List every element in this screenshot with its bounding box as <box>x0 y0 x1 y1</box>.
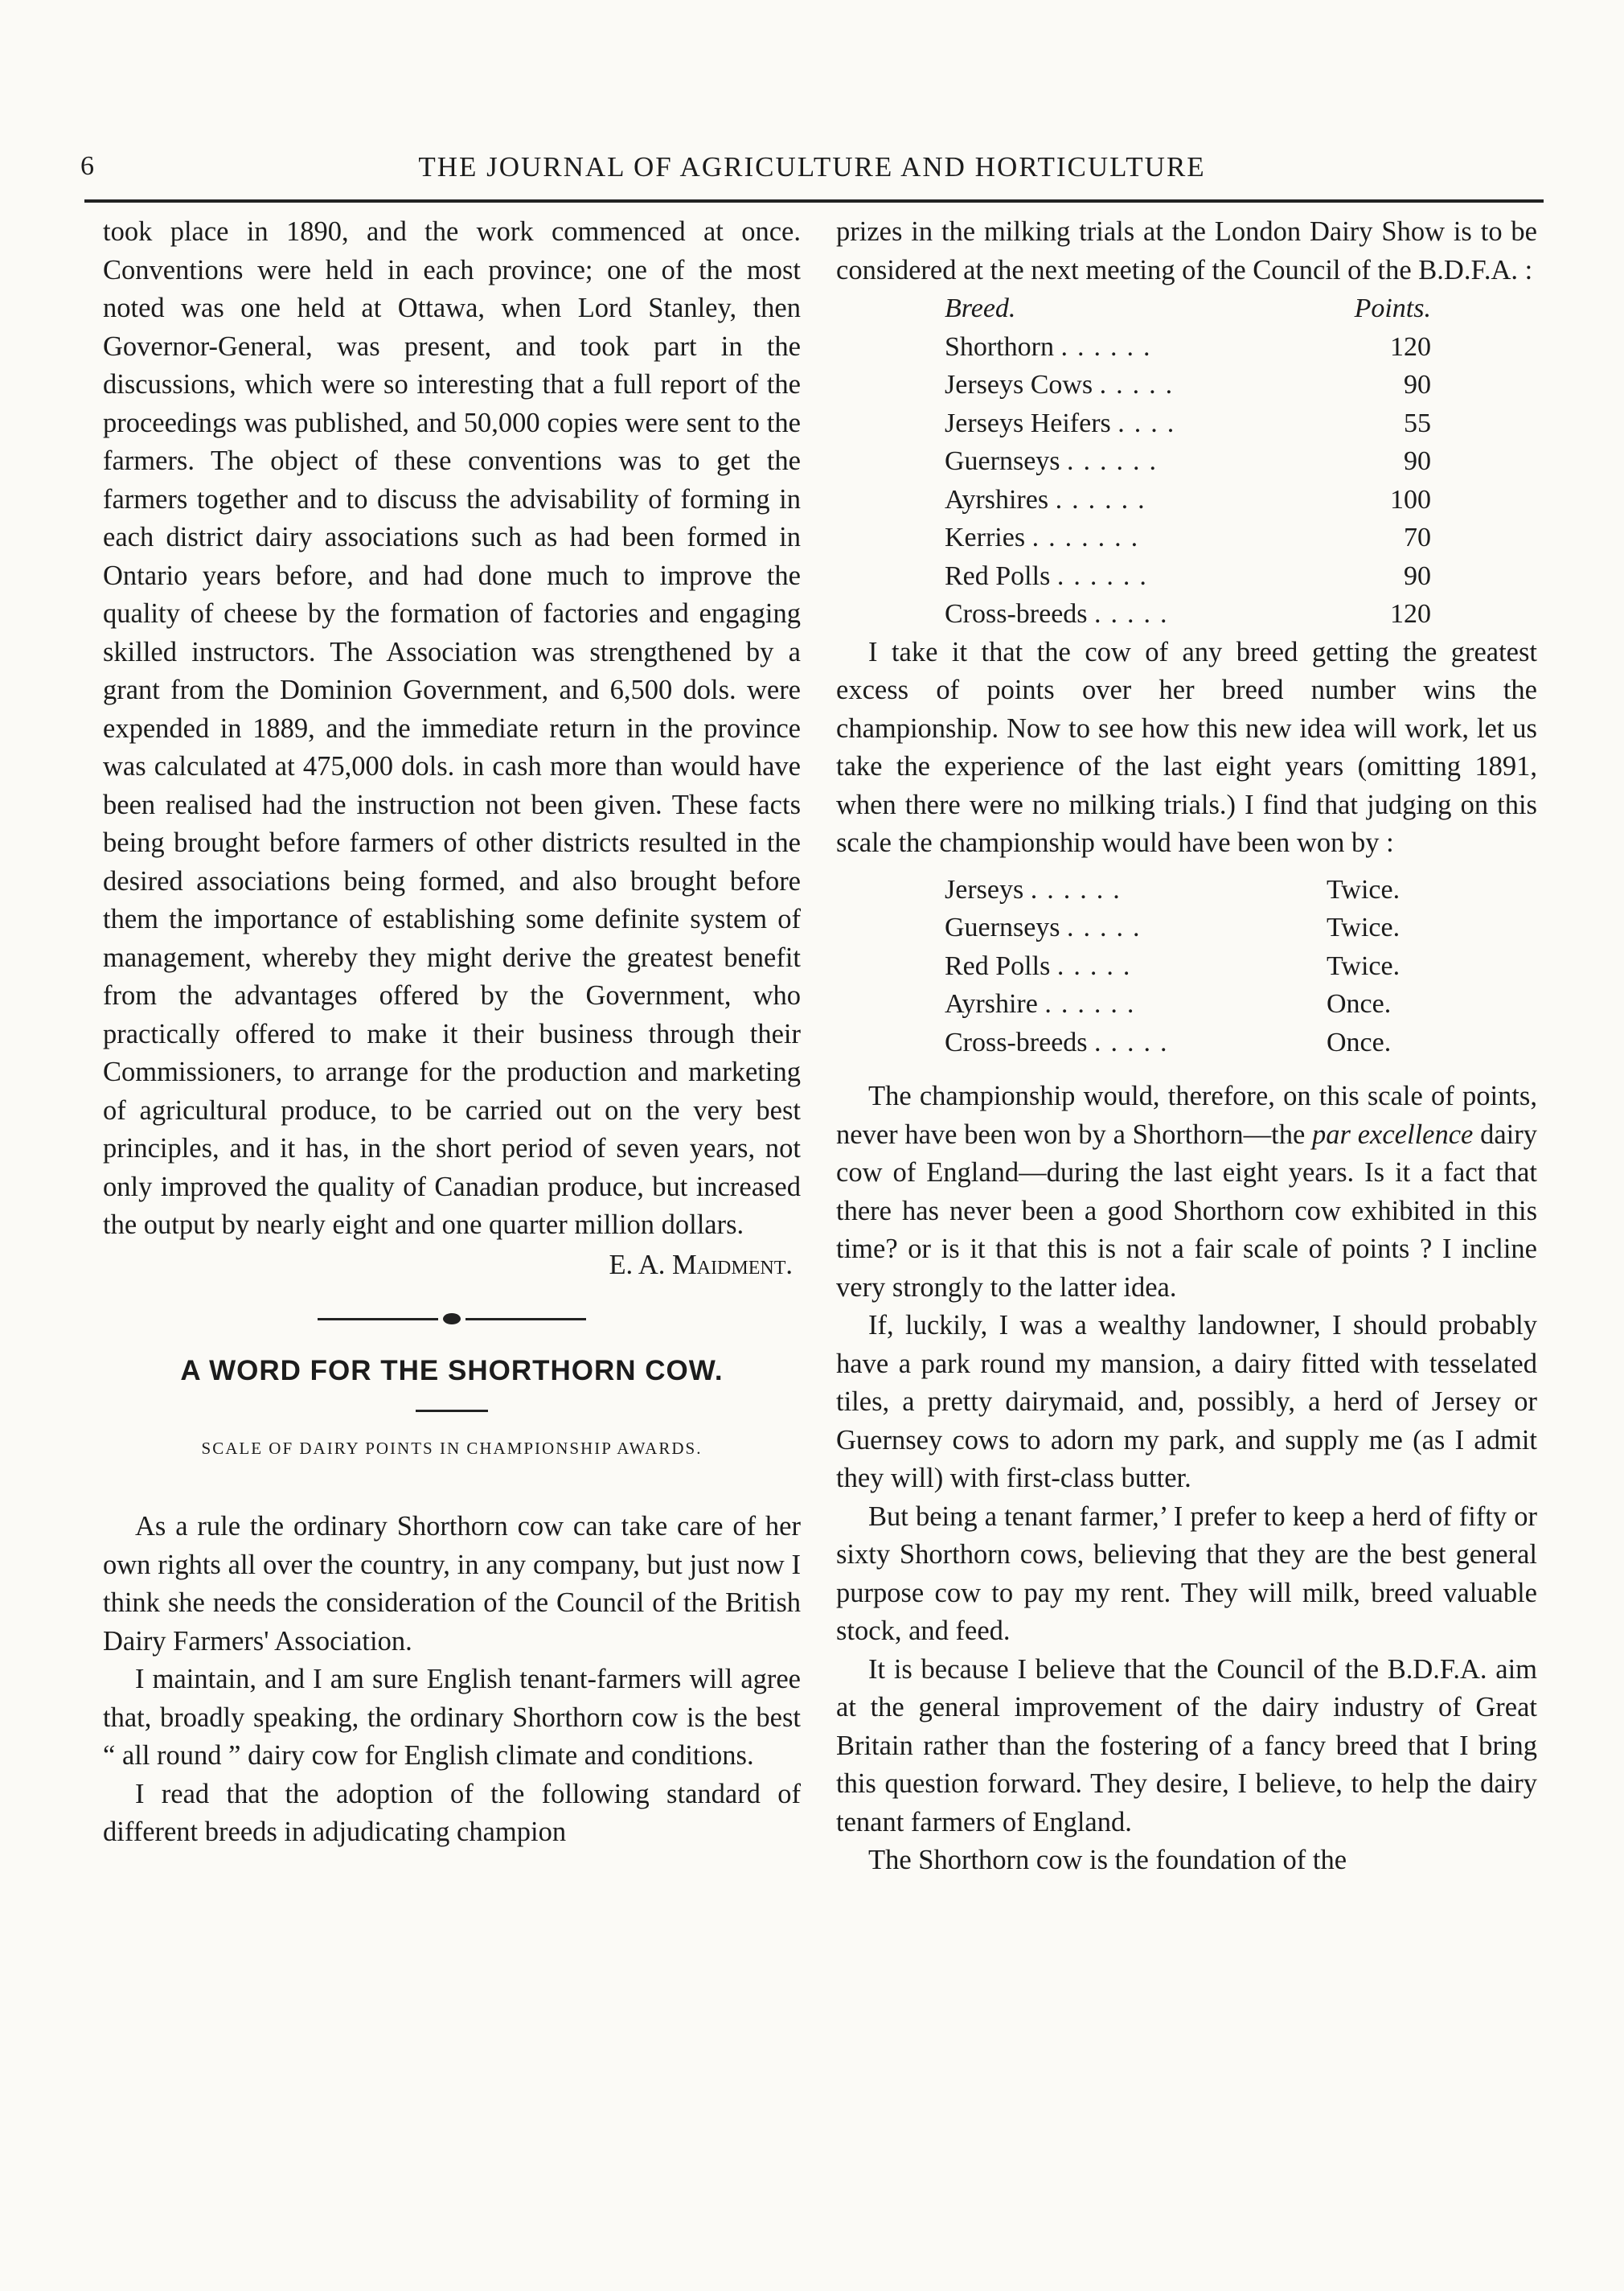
left-paragraph-2: As a rule the ordinary Shorthorn cow can take care of her own rights all over the country, in any company, but just now I think she needs the consideration of the Council of the British Dairy Farmers' Association. <box>103 1511 801 1657</box>
page-header <box>80 151 1544 195</box>
headline-rule <box>416 1410 488 1412</box>
breed-column-header: Breed. <box>945 294 1016 323</box>
right-paragraph-2: I take it that the cow of any breed getting the greatest excess of points over her breed number wins the championship. Now to see how this new idea will work, let us take the experience of the last eight years (omitting 1891, when there were no milking trials.) I find that judging on this scale the championship would have been won by : <box>836 636 1537 858</box>
right-paragraph-1: prizes in the milking trials at the London Dairy Show is to be considered at the next meeting of the Council of the B.D.F.A. : <box>836 216 1537 285</box>
running-title: THE JOURNAL OF AGRICULTURE AND HORTICULTURE <box>418 151 1206 183</box>
points-column-header: Points. <box>1354 294 1431 323</box>
table-row: Ayrshire ...... Once. <box>945 989 1392 1019</box>
page-number: 6 <box>80 151 94 181</box>
header-rule <box>84 199 1544 203</box>
table-row: Cross-breeds ..... Once. <box>945 1027 1392 1057</box>
table-row: Shorthorn ...... 120 <box>945 331 1431 362</box>
left-paragraph-3: I maintain, and I am sure English tenant-farmers will agree that, broadly speaking, the ordinary Shorthorn cow is the best “ all round ” dairy cow for English climate and conditions. <box>103 1664 801 1771</box>
left-column <box>103 213 801 1852</box>
table-header-row <box>945 289 1431 328</box>
table-row: Jerseys Cows ..... 90 <box>945 370 1431 400</box>
table-row: Jerseys Heifers .... 55 <box>945 408 1431 438</box>
section-divider-ornament <box>103 1291 801 1347</box>
table-row: Red Polls ..... Twice. <box>945 950 1400 981</box>
left-paragraph-4: I read that the adoption of the following standard of different breeds in adjudicating champion <box>103 1778 801 1847</box>
right-column <box>836 213 1537 1880</box>
table-row: Guernseys ...... 90 <box>945 446 1431 476</box>
table-row: Kerries ....... 70 <box>945 523 1431 552</box>
table-row: Red Polls ...... 90 <box>945 560 1431 591</box>
table-row: Jerseys ...... Twice. <box>945 874 1400 905</box>
table-row: Guernseys ..... Twice. <box>945 913 1400 942</box>
right-paragraph-3: The championship would, therefore, on this scale of points, never have been won by a Shorthorn—the par excellence dairy cow of England—during the last eight years. Is it a fact that there has never been a good Shorthorn cow exhibited in this time? or is it that this is not a fair scale of points ? I incline very strongly to the latter idea. <box>836 1081 1537 1303</box>
table-row: Ayrshires ...... 100 <box>945 484 1431 515</box>
article-headline: A WORD FOR THE SHORTHORN COW. <box>180 1355 724 1386</box>
right-paragraph-7: The Shorthorn cow is the foundation of the <box>868 1845 1347 1875</box>
right-paragraph-4: If, luckily, I was a wealthy landowner, I should probably have a park round my mansion, a dairy fitted with tesselated tiles, a pretty dairymaid, and, possibly, a herd of Jersey or Guernsey cows to adorn my park, and supply me (as I admit they will) with first-class butter. <box>836 1310 1537 1493</box>
right-paragraph-5: But being a tenant farmer,’ I prefer to keep a herd of fifty or sixty Shorthorn cows, believing that they are the best general purpose cow to pay my rent. They will milk, breed valuable stock, and feed. <box>836 1501 1537 1646</box>
right-paragraph-6: It is because I believe that the Council of the B.D.F.A. aim at the general improvement of the dairy industry of Great Britain rather than the fostering of a fancy breed that I bring this question forward. They desire, I believe, to help the dairy tenant farmers of England. <box>836 1653 1537 1837</box>
left-paragraph-1: took place in 1890, and the work commenced at once. Conventions were held in each province; one of the most noted was one held at Ottawa, when Lord Stanley, then Governor-General, was present, and took part in the discussions, which were so interesting that a full report of the proceedings was published, and 50,000 copies were sent to the farmers. The object of these conventions was to get the farmers together and to discuss the advisability of forming in each district dairy associations such as had been formed in Ontario years before, and had done much to improve the quality of cheese by the formation of factories and engaging skilled instructors. The Association was strengthened by a grant from the Dominion Government, and 6,500 dols. were expended in 1889, and the immediate return in the province was calculated at 475,000 dols. in cash more than would have been realised had the instruction not been given. These facts being brought before farmers of other districts resulted in the desired associations being formed, and also brought before them the importance of establishing some definite system of management, whereby they might derive the greatest benefit from the advantages offered by the Government, who practically offered to make it their business through their Commissioners, to arrange for the production and marketing of agricultural produce, to be carried out on the very best principles, and it has, in the short period of seven years, not only improved the quality of Canadian produce, but increased the output by nearly eight and one quarter million dollars. <box>103 216 801 1240</box>
author-signature: E. A. Maidment. <box>609 1249 793 1280</box>
article-subheading: SCALE OF DAIRY POINTS IN CHAMPIONSHIP AWARDS. <box>201 1438 703 1458</box>
table-row: Cross-breeds ..... 120 <box>945 599 1431 629</box>
championship-wins-table <box>945 871 1427 1062</box>
breed-points-table <box>945 289 1431 634</box>
